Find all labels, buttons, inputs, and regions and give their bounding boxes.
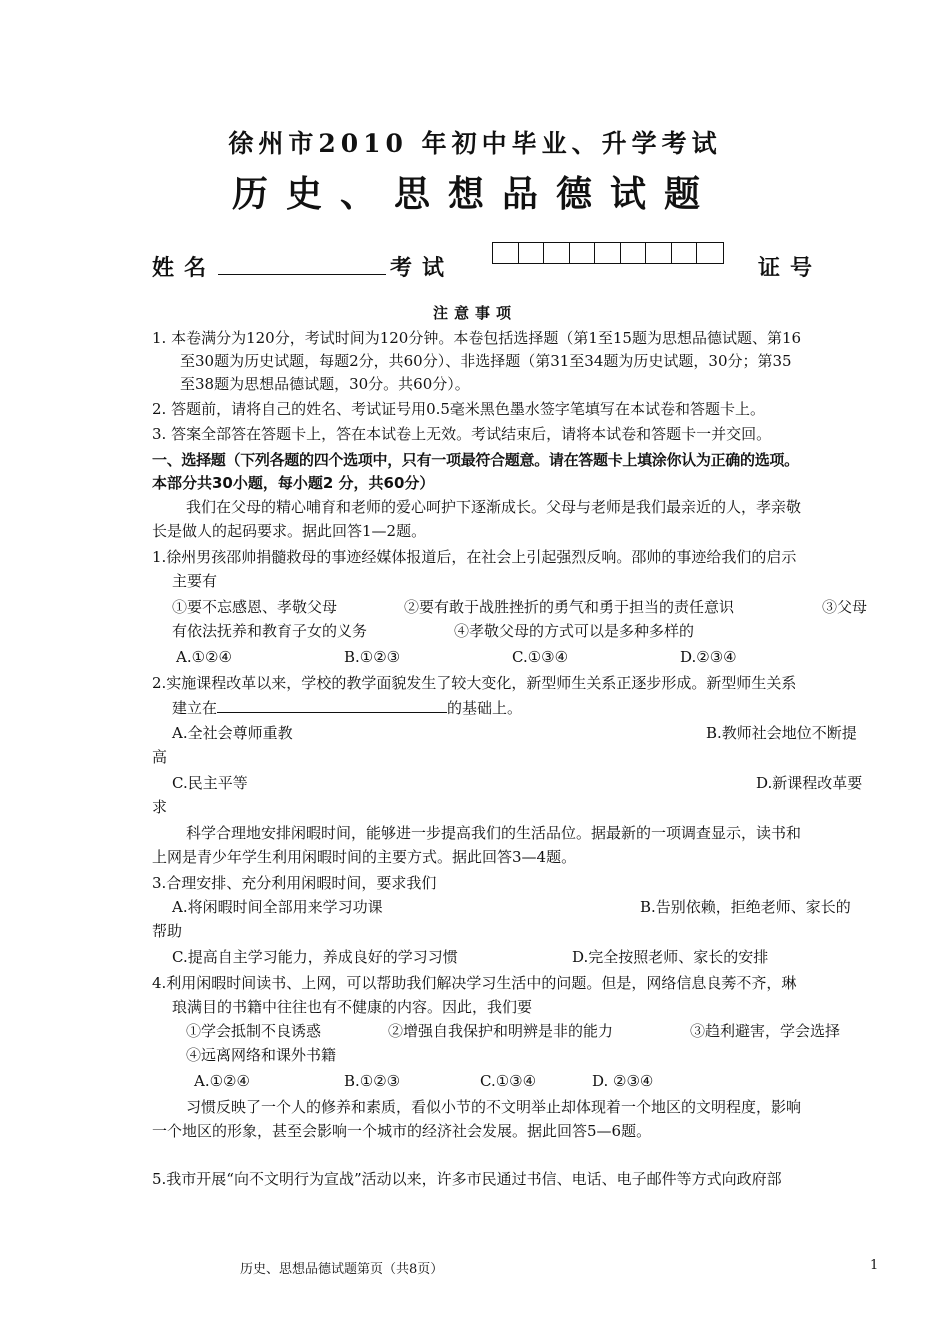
id-box[interactable]: [595, 243, 621, 263]
id-label: 证号: [758, 255, 823, 281]
q1-statement: ②要有敢于战胜挫折的勇气和勇于担当的责任意识: [404, 598, 735, 616]
q1-option-c[interactable]: C.①③④: [512, 648, 569, 666]
question-1-stem: 主要有: [172, 572, 218, 590]
id-box[interactable]: [621, 243, 647, 263]
notice-item: 3. 答案全部答在答题卡上，答在本试卷上无效。考试结束后，请将本试卷和答题卡一并交回。: [152, 425, 772, 443]
q1-option-d[interactable]: D.②③④: [680, 648, 737, 666]
q3-option-c[interactable]: C.提高自主学习能力，养成良好的学习习惯: [172, 948, 458, 966]
page-number: 1: [870, 1258, 879, 1273]
passage-text: 上网是青少年学生利用闲暇时间的主要方式。据此回答3—4题。: [152, 848, 577, 866]
question-2-stem: 2.实施课程改革以来，学校的教学面貌发生了较大变化，新型师生关系正逐步形成。新型师生关系: [152, 674, 797, 692]
q4-option-c[interactable]: C.①③④: [480, 1072, 537, 1090]
id-box[interactable]: [493, 243, 519, 263]
id-box[interactable]: [519, 243, 545, 263]
q2-option-d-cont: 求: [152, 798, 168, 816]
passage-text: 科学合理地安排闲暇时间，能够进一步提高我们的生活品位。据最新的一项调查显示，读书和: [186, 824, 802, 842]
q3-option-d[interactable]: D.完全按照老师、家长的安排: [572, 948, 769, 966]
q4-option-a[interactable]: A.①②④: [194, 1072, 250, 1090]
q1-option-a[interactable]: A.①②④: [176, 648, 232, 666]
id-box[interactable]: [570, 243, 596, 263]
exam-id-boxes[interactable]: [492, 242, 724, 264]
q1-statement: ③父母: [822, 598, 868, 616]
q1-statement: 有依法抚养和教育子女的义务: [172, 622, 368, 640]
q1-statement: ④孝敬父母的方式可以是多种多样的: [454, 622, 695, 640]
section-heading: 本部分共30小题，每小题2 分，共60分）: [152, 474, 435, 492]
q2-option-b-cont: 高: [152, 748, 168, 766]
q2-option-c[interactable]: C.民主平等: [172, 774, 248, 792]
q2-option-b[interactable]: B.教师社会地位不断提: [706, 724, 857, 742]
id-box[interactable]: [544, 243, 570, 263]
q4-statement: ②增强自我保护和明辨是非的能力: [388, 1022, 614, 1040]
notice-item: 至30题为历史试题，每题2分，共60分）、非选择题（第31至34题为历史试题，30分；第35: [180, 352, 792, 370]
question-3-stem: 3.合理安排、充分利用闲暇时间，要求我们: [152, 874, 437, 892]
exam-title: 徐州市2010 年初中毕业、升学考试: [228, 129, 722, 158]
q2-option-d[interactable]: D.新课程改革要: [756, 774, 863, 792]
q1-option-b[interactable]: B.①②③: [344, 648, 401, 666]
notice-item: 2. 答题前，请将自己的姓名、考试证号用0.5毫米黑色墨水签字笔填写在本试卷和答题卡上。: [152, 400, 765, 418]
subject-title: 历史、思想品德试题: [231, 173, 718, 215]
passage-text: 我们在父母的精心哺育和老师的爱心呵护下逐渐成长。父母与老师是我们最亲近的人，孝亲敬: [186, 498, 802, 516]
question-2-stem: [172, 696, 522, 719]
passage-text: 习惯反映了一个人的修养和素质，看似小节的不文明举止却体现着一个地区的文明程度，影响: [186, 1098, 802, 1116]
id-box[interactable]: [697, 243, 723, 263]
answer-blank: [217, 696, 447, 713]
exam-label: 考试: [390, 255, 455, 281]
page-footer: 历史、思想品德试题第页（共8页）: [240, 1262, 444, 1277]
question-1-stem: 1.徐州男孩邵帅捐髓救母的事迹经媒体报道后，在社会上引起强烈反响。邵帅的事迹给我们的启示: [152, 548, 797, 566]
q4-statement: ①学会抵制不良诱惑: [186, 1022, 322, 1040]
question-4-stem: 琅满目的书籍中往往也有不健康的内容。因此，我们要: [172, 998, 533, 1016]
notice-item: 1. 本卷满分为120分，考试时间为120分钟。本卷包括选择题（第1至15题为思想品德试题、第16: [152, 329, 802, 347]
name-label: 姓名: [152, 255, 217, 281]
question-4-stem: 4.利用闲暇时间读书、上网，可以帮助我们解决学习生活中的问题。但是，网络信息良莠不齐，琳: [152, 974, 797, 992]
notice-title: 注意事项: [432, 304, 517, 322]
q4-option-b[interactable]: B.①②③: [344, 1072, 401, 1090]
q4-option-d[interactable]: D. ②③④: [592, 1072, 654, 1090]
passage-text: 长是做人的起码要求。据此回答1—2题。: [152, 522, 427, 540]
q4-statement: ④远离网络和课外书籍: [186, 1046, 337, 1064]
q4-statement: ③趋利避害，学会选择: [690, 1022, 841, 1040]
q2-option-a[interactable]: A.全社会尊师重教: [172, 724, 293, 742]
passage-text: 一个地区的形象，甚至会影响一个城市的经济社会发展。据此回答5—6题。: [152, 1122, 652, 1140]
id-box[interactable]: [646, 243, 672, 263]
q1-statement: ①要不忘感恩、孝敬父母: [172, 598, 338, 616]
q3-option-b-cont: 帮助: [152, 922, 183, 940]
id-box[interactable]: [672, 243, 698, 263]
q3-option-a[interactable]: A.将闲暇时间全部用来学习功课: [172, 898, 383, 916]
name-underline[interactable]: [218, 274, 386, 275]
q2-stem-start: 建立在: [172, 699, 218, 717]
q2-stem-end: 的基础上。: [447, 699, 523, 717]
question-5-stem: 5.我市开展“向不文明行为宣战”活动以来，许多市民通过书信、电话、电子邮件等方式向政府部: [152, 1170, 782, 1188]
notice-item: 至38题为思想品德试题，30分。共60分）。: [180, 375, 470, 393]
section-heading: 一、选择题（下列各题的四个选项中，只有一项最符合题意。请在答题卡上填涂你认为正确的选项。: [152, 451, 799, 469]
q3-option-b[interactable]: B.告别依赖，拒绝老师、家长的: [640, 898, 851, 916]
